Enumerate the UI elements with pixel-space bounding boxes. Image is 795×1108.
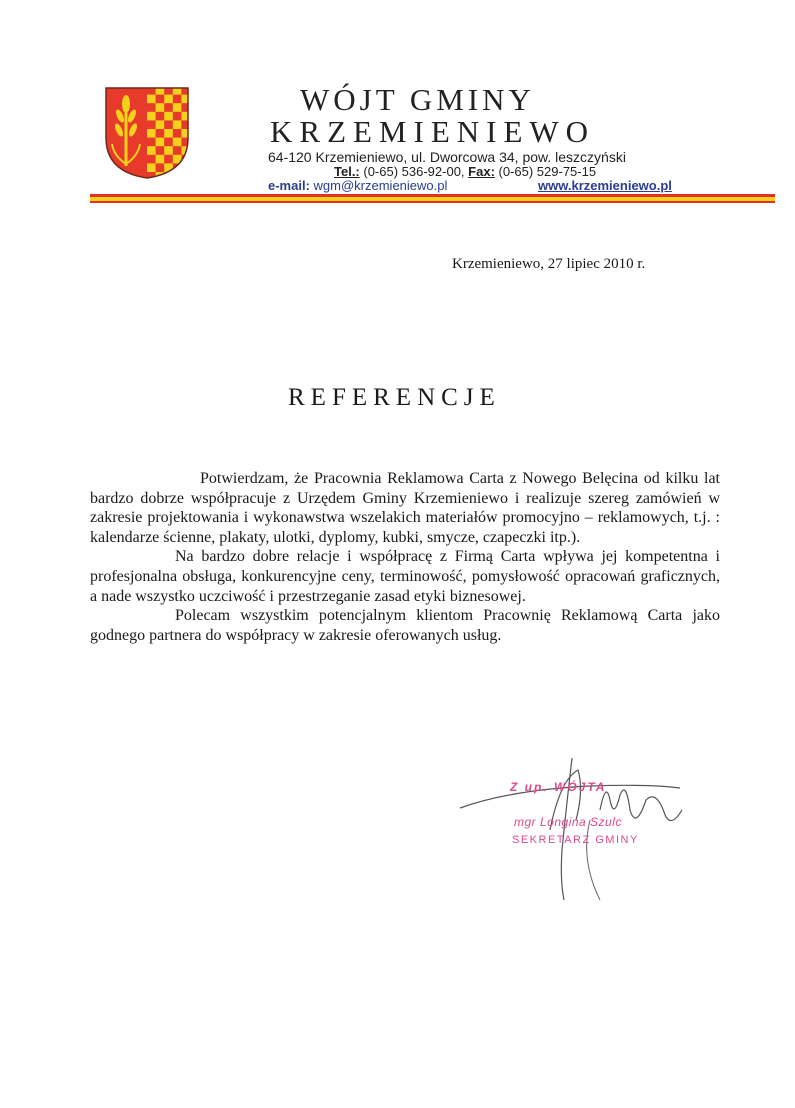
paragraph-2: Na bardzo dobre relacje i współpracę z Firmą Carta wpływa jej kompetentna i profesjonalna obsługa, konkurencyjne ceny, terminowość, pomysłowość opracowań graficznych, a nade wszystko uczciwość i przestrzeganie zasad etyki biznesowej. (90, 548, 720, 605)
paragraph-3: Polecam wszystkim potencjalnym klientom Pracownię Reklamową Carta jako godnego partnera do współpracy w zakresie oferowanych usług. (90, 607, 720, 644)
header-phone-fax (334, 164, 596, 179)
fax-label: Fax: (468, 164, 495, 179)
stamp-line3: SEKRETARZ GMINY (512, 834, 639, 846)
tel-value: (0-65) 536-92-00, (359, 164, 469, 179)
header-stripe-red-bottom (90, 201, 775, 203)
coat-of-arms-logo (104, 86, 190, 180)
email-link[interactable]: wgm@krzemieniewo.pl (309, 178, 448, 193)
email-label: e-mail: (268, 178, 310, 193)
letter-body (90, 469, 720, 645)
fax-value: (0-65) 529-75-15 (494, 164, 597, 179)
stamp-line2: mgr Longina Szulc (514, 815, 622, 829)
paragraph-1: Potwierdzam, że Pracownia Reklamowa Carta z Nowego Belęcina od kilku lat bardzo dobrze współpracuje z Urzędem Gminy Krzemieniewo i realizuje szereg zamówień w zakresie projektowania i wykonawstwa wszelakich materiałów promocyjno – reklamowych, t.j. : kalendarze ścienne, plakaty, ulotki, dyplomy, kubki, smycze, czapeczki itp.). (90, 470, 720, 546)
header-address: 64-120 Krzemieniewo, ul. Dworcowa 34, pow. leszczyński (268, 149, 626, 165)
letter-date: Krzemieniewo, 27 lipiec 2010 r. (452, 256, 646, 272)
letter-title: REFERENCJE (288, 384, 501, 411)
header-title-line1: WÓJT GMINY (300, 82, 535, 117)
handwritten-signature (450, 750, 710, 910)
tel-label: Tel.: (334, 164, 360, 179)
stamp-line1: Z up. WÓJTA (510, 780, 607, 794)
website-link[interactable]: www.krzemieniewo.pl (538, 178, 672, 193)
header-title-line2: KRZEMIENIEWO (270, 114, 596, 149)
header-email (268, 178, 447, 193)
